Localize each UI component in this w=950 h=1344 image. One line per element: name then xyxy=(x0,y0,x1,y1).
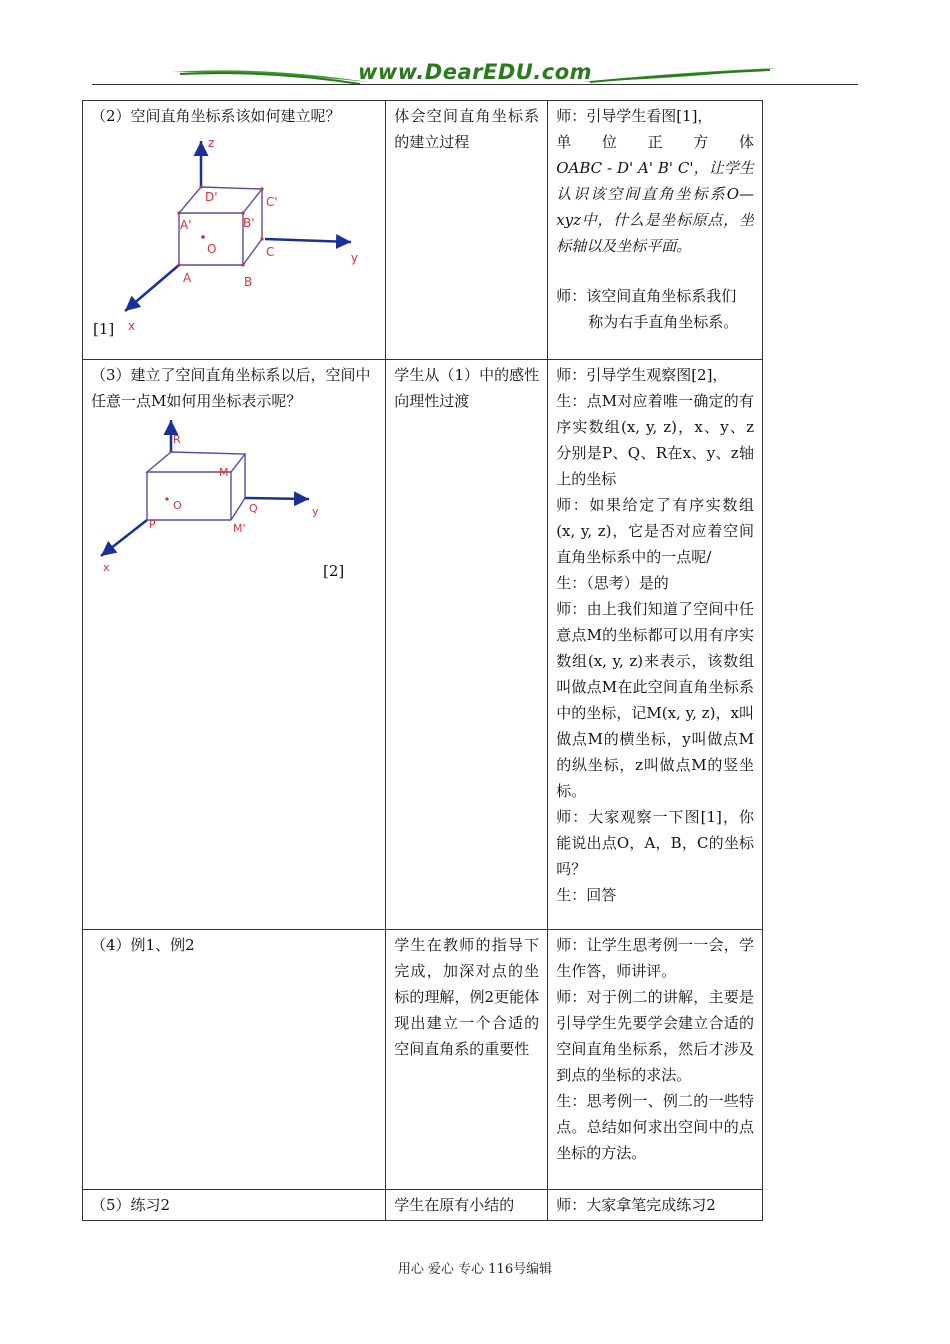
point-label-c-prime: C' xyxy=(266,195,278,209)
box-edges xyxy=(147,452,245,520)
teacher-guidance-cell xyxy=(548,1190,763,1221)
guidance-line: 单位正方体 xyxy=(556,133,754,151)
y-axis-label: y xyxy=(312,505,319,518)
student-activity-text: 学生在教师的指导下完成，加深对点的坐标的理解，例2更能体现出建立一个合适的空间直角系的重要性 xyxy=(394,936,540,1058)
guidance-line: 生：（思考）是的 xyxy=(556,574,669,592)
lesson-table xyxy=(82,100,763,1221)
table-row xyxy=(83,101,763,360)
guidance-line: 生：点M对应着唯一确定的有序实数组(x, y, z)，x、y、z分别是P、Q、R在x、y、z轴上的坐标 xyxy=(556,392,754,488)
teaching-content-cell xyxy=(83,101,386,360)
row-question: （5）练习2 xyxy=(91,1196,171,1214)
page-header xyxy=(0,50,950,100)
point-label-o: O xyxy=(173,499,182,512)
table-row xyxy=(83,360,763,930)
x-axis-label: x xyxy=(103,561,110,574)
point-label-m-prime: M' xyxy=(233,522,246,535)
point-label-d-prime: D' xyxy=(205,190,218,204)
guidance-line: 师：大家观察一下图[1]，你能说出点O，A，B，C的坐标吗？ xyxy=(556,808,754,878)
guidance-line: 师：引导学生看图[1]， xyxy=(556,107,713,125)
student-activity-cell xyxy=(386,101,548,360)
page-footer: 用心 爱心 专心 116号编辑 xyxy=(397,1262,553,1277)
point-label-b-prime: B' xyxy=(243,216,255,230)
guidance-line: OABC - D' A' B' C'，让学生认识该空间直角坐标系O—xyz中，什么是坐标原点，坐标轴以及坐标平面。 xyxy=(556,159,754,255)
cube-figure-1 xyxy=(91,131,356,336)
point-label-q: Q xyxy=(249,502,258,515)
student-activity-cell xyxy=(386,930,548,1190)
y-axis xyxy=(245,498,309,499)
point-label-c: C xyxy=(266,245,275,259)
point-label-a: A xyxy=(183,271,192,285)
y-axis-label: y xyxy=(350,251,358,265)
row-question: （4）例1、例2 xyxy=(91,936,195,954)
teacher-guidance-cell xyxy=(548,101,763,360)
teacher-guidance-cell xyxy=(548,930,763,1190)
point-label-m: M xyxy=(219,466,229,479)
guidance-line: 师：大家拿笔完成练习2 xyxy=(556,1196,716,1214)
x-axis xyxy=(101,520,147,556)
row-question: （2）空间直角坐标系该如何建立呢？ xyxy=(91,107,341,125)
guidance-line: 称为右手直角坐标系。 xyxy=(588,313,739,331)
guidance-line: 师：对于例二的讲解，主要是引导学生先要学会建立合适的空间直角坐标系，然后才涉及到点的坐标的求法。 xyxy=(556,988,754,1084)
guidance-line: 师：该空间直角坐标系我们 xyxy=(556,287,737,305)
teaching-content-cell xyxy=(83,360,386,930)
x-axis-label: x xyxy=(128,319,136,333)
guidance-line: 师：让学生思考例一一会，学生作答，师讲评。 xyxy=(556,936,754,980)
guidance-line: 师：引导学生观察图[2]， xyxy=(556,366,728,384)
student-activity-cell xyxy=(386,360,548,930)
guidance-line: 生：回答 xyxy=(556,886,617,904)
figure-2-label: [2] xyxy=(323,562,345,580)
student-activity-text: 体会空间直角坐标系的建立过程 xyxy=(394,107,540,151)
z-axis-label: z xyxy=(208,136,215,150)
table-row xyxy=(83,930,763,1190)
point-label-r: R xyxy=(173,433,181,446)
x-axis xyxy=(125,265,179,311)
point-label-a-prime: A' xyxy=(180,218,192,232)
teacher-guidance-cell xyxy=(548,360,763,930)
right-swoosh-decoration xyxy=(580,64,780,84)
student-activity-text: 学生从（1）中的感性向理性过渡 xyxy=(394,366,540,410)
guidance-line: 生：思考例一、例二的一些特点。总结如何求出空间中的点坐标的方法。 xyxy=(556,1092,754,1162)
site-logo-text: www.DearEDU.com xyxy=(357,60,593,84)
table-row xyxy=(83,1190,763,1221)
box-figure-2 xyxy=(91,416,356,581)
student-activity-text: 学生在原有小结的 xyxy=(394,1196,515,1214)
teaching-content-cell xyxy=(83,930,386,1190)
guidance-line: 师：由上我们知道了空间中任意点M的坐标都可以用有序实数组(x, y, z)来表示，该数组叫做点M在此空间直角坐标系中的坐标，记M(x, y, z)，x叫做点M的横坐标，y叫做点M的纵坐标，z叫做点M的竖坐标。 xyxy=(556,600,754,800)
row-question: （3）建立了空间直角坐标系以后，空间中任意一点M如何用坐标表示呢？ xyxy=(91,366,371,410)
point-label-b: B xyxy=(244,275,253,289)
y-axis xyxy=(265,239,351,242)
teaching-content-cell xyxy=(83,1190,386,1221)
student-activity-cell xyxy=(386,1190,548,1221)
guidance-line: 师：如果给定了有序实数组(x, y, z)，它是否对应着空间直角坐标系中的一点呢/ xyxy=(556,496,754,566)
point-label-o: O xyxy=(207,242,217,256)
header-rule xyxy=(92,84,858,85)
point-label-p: P xyxy=(149,518,156,531)
figure-1-label: [1] xyxy=(93,320,115,338)
